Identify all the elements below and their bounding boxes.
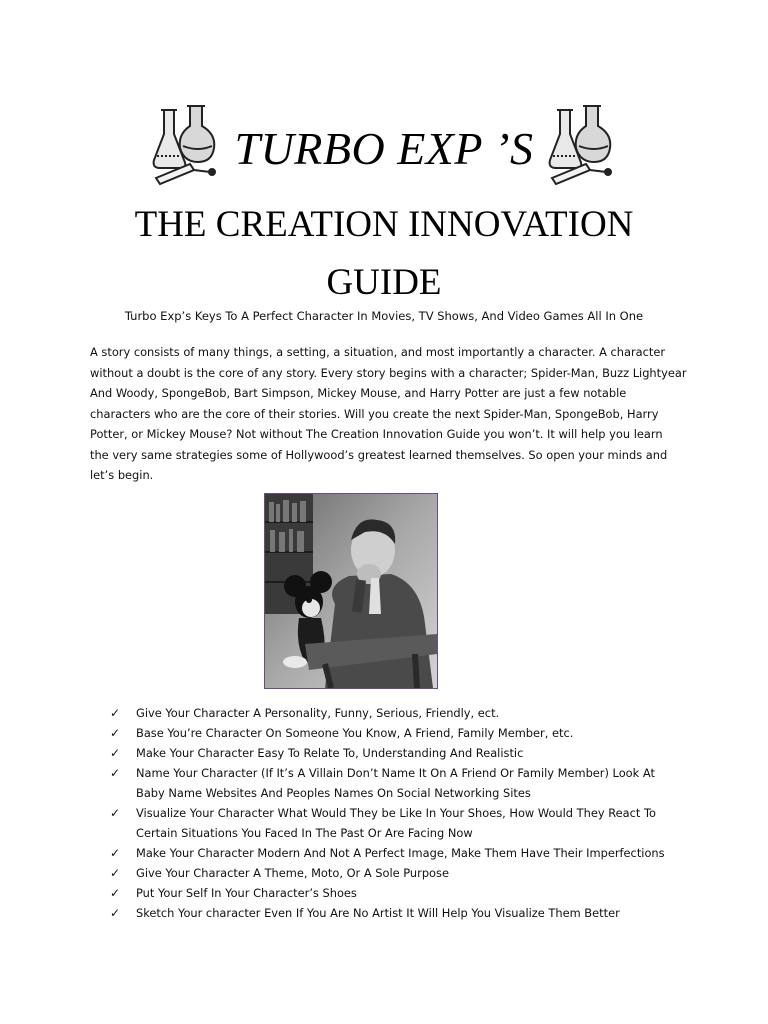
checkmark-icon: ✓ [110, 886, 121, 900]
list-item-text: Give Your Character A Theme, Moto, Or A Sole Purpose [136, 866, 449, 880]
list-item [108, 803, 708, 843]
list-item-text: Make Your Character Easy To Relate To, Understanding And Realistic [136, 746, 524, 760]
character-tips-list [108, 703, 708, 923]
guide-title-line: THE CREATION INNOVATION [134, 204, 634, 245]
guide-title-line: GUIDE [326, 262, 442, 303]
intro-line: the very same strategies some of Hollywood’s greatest learned themselves. So open your minds and [90, 447, 668, 462]
intro-line: A story consists of many things, a setting, a situation, and most importantly a character. A character [90, 345, 666, 359]
photo-man-with-mickey [264, 493, 438, 689]
intro-line: without a doubt is the core of any story. Every story begins with a character; Spider-Man, Buzz Lightyear [90, 365, 687, 380]
list-item [108, 703, 708, 723]
intro-line: let’s begin. [90, 468, 154, 482]
list-item-text: Sketch Your character Even If You Are No Artist It Will Help You Visualize Them Better [136, 906, 620, 920]
list-item [108, 763, 708, 803]
intro-line: And Woody, SpongeBob, Bart Simpson, Mickey Mouse, and Harry Potter are just a few notable [90, 386, 627, 400]
list-item [108, 743, 708, 763]
guide-subtitle: Turbo Exp’s Keys To A Perfect Character In Movies, TV Shows, And Video Games All In One [124, 309, 644, 323]
intro-paragraph [90, 342, 690, 486]
photo-illustration [265, 494, 437, 688]
checkmark-icon: ✓ [110, 806, 121, 820]
list-item-text: Name Your Character (If It’s A Villain Don’t Name It On A Friend Or Family Member) Look At [136, 766, 655, 780]
lab-flasks-icon [150, 100, 222, 188]
checkmark-icon: ✓ [110, 846, 121, 860]
checkmark-icon: ✓ [110, 726, 121, 740]
brand-title: TURBO EXP ’S [234, 123, 534, 174]
brand-header [0, 94, 768, 194]
checkmark-icon: ✓ [110, 906, 121, 920]
list-item [108, 903, 708, 923]
list-item-text: Certain Situations You Faced In The Past Or Are Facing Now [136, 826, 473, 840]
list-item [108, 863, 708, 883]
list-item-text: Visualize Your Character What Would They be Like In Your Shoes, How Would They React To [136, 806, 656, 820]
checkmark-icon: ✓ [110, 746, 121, 760]
intro-line: characters who are the core of their stories. Will you create the next Spider-Man, SpongeBob, Harry [90, 406, 659, 421]
list-item [108, 843, 708, 863]
list-item [108, 723, 708, 743]
checkmark-icon: ✓ [110, 866, 121, 880]
list-item-text: Make Your Character Modern And Not A Perfect Image, Make Them Have Their Imperfections [136, 846, 665, 860]
list-item-text: Put Your Self In Your Character’s Shoes [136, 886, 357, 900]
list-item-text: Give Your Character A Personality, Funny, Serious, Friendly, ect. [136, 706, 500, 720]
checkmark-icon: ✓ [110, 766, 121, 780]
list-item-text: Base You’re Character On Someone You Know, A Friend, Family Member, etc. [136, 726, 574, 740]
list-item-text: Baby Name Websites And Peoples Names On Social Networking Sites [136, 786, 531, 800]
intro-line: Potter, or Mickey Mouse? Not without The Creation Innovation Guide you won’t. It will help you learn [90, 427, 663, 441]
guide-title [0, 196, 768, 312]
list-item [108, 883, 708, 903]
checkmark-icon: ✓ [110, 706, 121, 720]
lab-flasks-icon [546, 100, 618, 188]
